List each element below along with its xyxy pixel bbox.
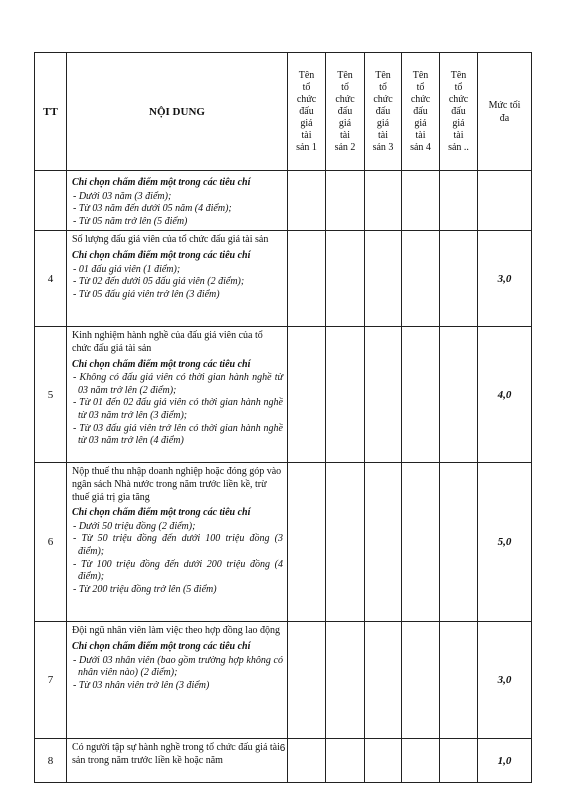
table-row bbox=[35, 231, 532, 327]
score-cell-org-1 bbox=[288, 171, 326, 231]
header-org-2: Tên tổ chức đấu giá tài sản 2 bbox=[326, 53, 365, 171]
header-org-3: Tên tổ chức đấu giá tài sản 3 bbox=[365, 53, 402, 171]
header-row bbox=[35, 53, 532, 171]
scoring-instruction: Chỉ chọn chấm điểm một trong các tiêu chí bbox=[72, 640, 251, 652]
header-tt: TT bbox=[35, 53, 67, 171]
criterion-content bbox=[67, 171, 288, 231]
score-cell-org-4 bbox=[402, 171, 440, 231]
score-cell-org-5 bbox=[440, 622, 478, 739]
table-row bbox=[35, 327, 532, 463]
page-number: 6 bbox=[279, 743, 286, 754]
max-score: 4,0 bbox=[478, 327, 532, 463]
row-number: 4 bbox=[35, 231, 67, 327]
score-cell-org-5 bbox=[440, 327, 478, 463]
scoring-option: - Từ 200 triệu đồng trở lên (5 điểm) bbox=[73, 583, 217, 595]
scoring-option: - Từ 05 đấu giá viên trở lên (3 điểm) bbox=[73, 288, 220, 300]
row-number: 8 bbox=[35, 739, 67, 783]
score-cell-org-1 bbox=[288, 463, 326, 622]
scoring-option: - Từ 50 triệu đồng đến dưới 100 triệu đồng (3 điểm); bbox=[73, 533, 283, 557]
row-number: 6 bbox=[35, 463, 67, 622]
header-org-1: Tên tổ chức đấu giá tài sản 1 bbox=[288, 53, 326, 171]
scoring-option: - Dưới 03 nhân viên (bao gồm trường hợp không có nhân viên nào) (2 điểm); bbox=[73, 654, 283, 679]
score-cell-org-2 bbox=[326, 622, 365, 739]
score-cell-org-4 bbox=[402, 622, 440, 739]
criterion-title: Đội ngũ nhân viên làm việc theo hợp đồng lao động bbox=[72, 625, 281, 637]
row-number bbox=[35, 171, 67, 231]
scoring-option: - Từ 100 triệu đồng đến dưới 200 triệu đồng (4 điểm); bbox=[73, 558, 283, 583]
row-number: 5 bbox=[35, 327, 67, 463]
max-score: 1,0 bbox=[478, 739, 532, 783]
score-cell-org-4 bbox=[402, 231, 440, 327]
scoring-option: - Không có đấu giá viên có thời gian hành nghề từ 03 năm trở lên (2 điểm); bbox=[73, 372, 283, 396]
table-row bbox=[35, 463, 532, 622]
score-cell-org-2 bbox=[326, 463, 365, 622]
scoring-option: - Từ 05 năm trở lên (5 điểm) bbox=[73, 215, 188, 227]
scoring-option: - Từ 03 nhân viên trở lên (3 điểm) bbox=[73, 679, 210, 691]
scoring-instruction: Chỉ chọn chấm điểm một trong các tiêu chí bbox=[72, 358, 251, 370]
header-content: NỘI DUNG bbox=[67, 53, 288, 171]
max-score: 3,0 bbox=[478, 622, 532, 739]
max-score: 3,0 bbox=[478, 231, 532, 327]
score-cell-org-1 bbox=[288, 622, 326, 739]
score-cell-org-2 bbox=[326, 327, 365, 463]
score-cell-org-3 bbox=[365, 171, 402, 231]
table-row bbox=[35, 622, 532, 739]
score-cell-org-5 bbox=[440, 463, 478, 622]
criterion-content bbox=[67, 231, 288, 327]
score-cell-org-3 bbox=[365, 231, 402, 327]
scoring-option: - Từ 02 đến dưới 05 đấu giá viên (2 điểm); bbox=[73, 276, 245, 288]
criterion-title: Nộp thuế thu nhập doanh nghiệp hoặc đóng góp vào ngân sách Nhà nước trong năm trước liền kề, trừ thuế giá trị gia tăng bbox=[72, 466, 282, 503]
header-org-4: Tên tổ chức đấu giá tài sản 4 bbox=[402, 53, 440, 171]
scoring-option: - Dưới 03 năm (3 điểm); bbox=[73, 190, 172, 202]
score-cell-org-1 bbox=[288, 327, 326, 463]
score-cell-org-1 bbox=[288, 231, 326, 327]
scoring-option: - Từ 03 đấu giá viên trở lên có thời gian hành nghề từ 03 năm trở lên (4 điểm) bbox=[73, 422, 283, 447]
score-cell-org-3 bbox=[365, 327, 402, 463]
score-cell-org-3 bbox=[365, 463, 402, 622]
table-row bbox=[35, 171, 532, 231]
scoring-option: - Từ 01 đến 02 đấu giá viên có thời gian hành nghề từ 03 năm trở lên (3 điểm); bbox=[73, 397, 283, 421]
header-org-5: Tên tổ chức đấu giá tài sản .. bbox=[440, 53, 478, 171]
score-cell-org-5 bbox=[440, 231, 478, 327]
score-cell-org-5 bbox=[440, 171, 478, 231]
scoring-instruction: Chỉ chọn chấm điểm một trong các tiêu chí bbox=[72, 177, 251, 188]
criterion-title: Kinh nghiệm hành nghề của đấu giá viên của tổ chức đấu giá tài sản bbox=[72, 330, 263, 354]
criterion-content bbox=[67, 463, 288, 622]
row-number: 7 bbox=[35, 622, 67, 739]
score-cell-org-3 bbox=[365, 622, 402, 739]
scoring-option: - Từ 03 năm đến dưới 05 năm (4 điểm); bbox=[73, 203, 232, 215]
scoring-instruction: Chỉ chọn chấm điểm một trong các tiêu chí bbox=[72, 507, 251, 519]
scoring-instruction: Chỉ chọn chấm điểm một trong các tiêu chí bbox=[72, 249, 251, 261]
max-score: 5,0 bbox=[478, 463, 532, 622]
header-max-score: Mức tối đa bbox=[478, 53, 532, 171]
scoring-table bbox=[34, 52, 532, 783]
score-cell-org-4 bbox=[402, 327, 440, 463]
score-cell-org-2 bbox=[326, 231, 365, 327]
criterion-content bbox=[67, 327, 288, 463]
criterion-title: Số lượng đấu giá viên của tổ chức đấu giá tài sản bbox=[72, 234, 269, 246]
score-cell-org-4 bbox=[402, 463, 440, 622]
scoring-option: - Dưới 50 triệu đồng (2 điểm); bbox=[73, 520, 196, 532]
criterion-content bbox=[67, 622, 288, 739]
scoring-option: - 01 đấu giá viên (1 điểm); bbox=[73, 263, 181, 275]
score-cell-org-2 bbox=[326, 171, 365, 231]
max-score bbox=[478, 171, 532, 231]
criterion-title: Có người tập sự hành nghề trong tổ chức đấu giá tài sản trong năm trước liền kề hoặc năm bbox=[72, 742, 280, 766]
